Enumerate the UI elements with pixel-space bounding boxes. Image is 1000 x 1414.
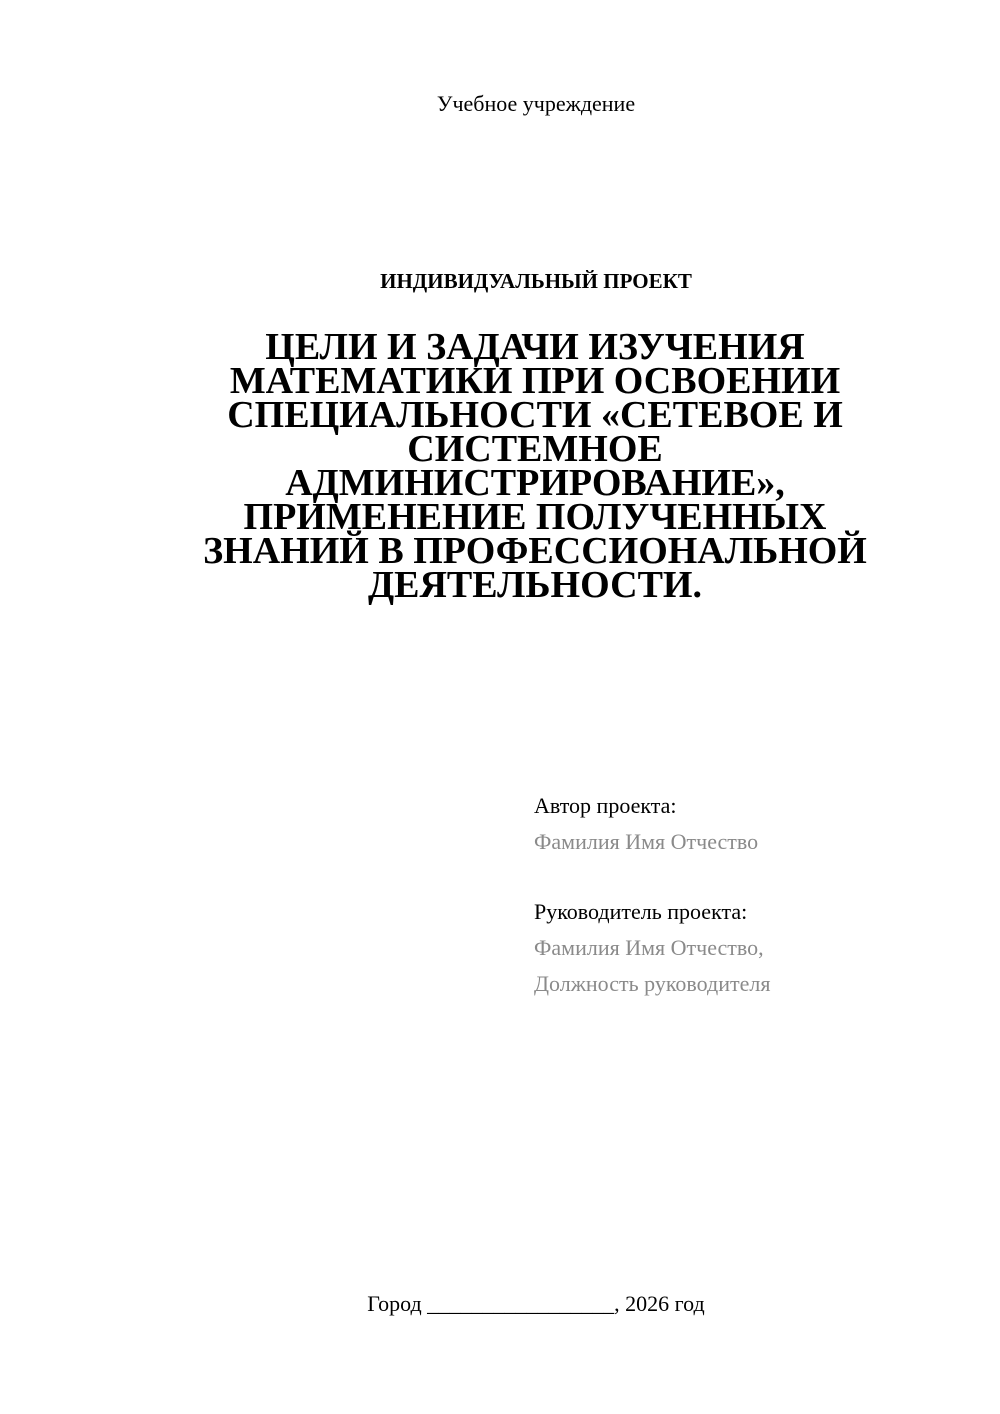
project-title-line: ДЕЯТЕЛЬНОСТИ.	[368, 564, 702, 606]
project-title-line: ПРИМЕНЕНИЕ ПОЛУЧЕННЫХ	[243, 496, 827, 538]
city-year-line: Город _________________, 2026 год	[367, 1291, 705, 1316]
supervisor-label: Руководитель проекта:	[534, 899, 748, 924]
project-type-heading: ИНДИВИДУАЛЬНЫЙ ПРОЕКТ	[380, 269, 692, 293]
author-label: Автор проекта:	[534, 793, 677, 818]
project-title-line: ЗНАНИЙ В ПРОФЕССИОНАЛЬНОЙ	[203, 530, 867, 572]
project-title-line: АДМИНИСТРИРОВАНИЕ»,	[285, 462, 785, 504]
project-title-line: СПЕЦИАЛЬНОСТИ «СЕТЕВОЕ И	[227, 394, 843, 436]
authors-block	[534, 788, 954, 1002]
supervisor-position-placeholder: Должность руководителя	[534, 971, 771, 996]
project-title-line: МАТЕМАТИКИ ПРИ ОСВОЕНИИ	[229, 360, 841, 402]
project-title-line: СИСТЕМНОЕ	[407, 428, 663, 470]
author-name-placeholder: Фамилия Имя Отчество	[534, 829, 759, 854]
supervisor-name-placeholder: Фамилия Имя Отчество,	[534, 935, 764, 960]
project-title	[180, 326, 890, 606]
project-title-line: ЦЕЛИ И ЗАДАЧИ ИЗУЧЕНИЯ	[265, 326, 805, 368]
spacer	[534, 860, 954, 894]
institution-name: Учебное учреждение	[436, 91, 636, 116]
